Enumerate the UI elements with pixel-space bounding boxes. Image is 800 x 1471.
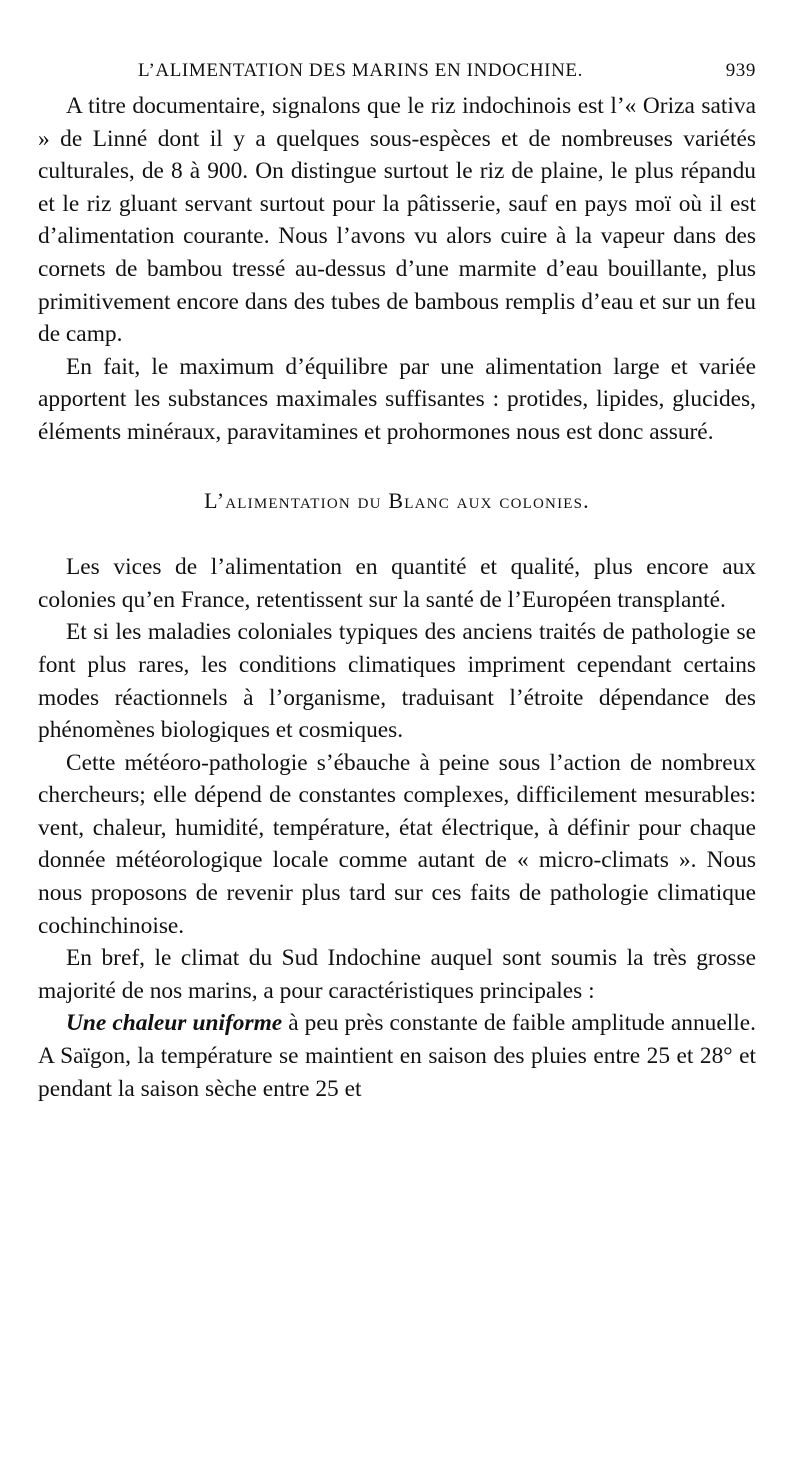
body-text	[38, 90, 756, 1105]
paragraph: En fait, le maximum d’équilibre par une alimentation large et variée apportent les substances maximales suffisantes : protides, lipides, glucides, éléments minéraux, paravitamines et prohormones nous est donc assuré.	[38, 353, 756, 445]
paragraph: Les vices de l’alimentation en quantité et qualité, plus encore aux colonies qu’en France, retentissent sur la santé de l’Européen transplanté.	[38, 554, 756, 613]
running-header	[138, 60, 756, 90]
paragraph: Et si les maladies coloniales typiques des anciens traités de pathologie se font plus rares, les conditions climatiques impriment cependant certains modes réactionnels à l’organisme, traduisant l’étroite dépendance des phénomènes biologiques et cosmiques.	[38, 619, 756, 744]
paragraph: En bref, le climat du Sud Indochine auquel sont soumis la très grosse majorité de nos marins, a pour caractéristiques principales :	[38, 945, 756, 1004]
paragraph: Cette météoro-pathologie s’ébauche à peine sous l’action de nombreux chercheurs; elle dépend de constantes complexes, difficilement mesurables: vent, chaleur, humidité, température, état électrique, à définir pour chaque donnée météorologique locale comme autant de « micro-climats ». Nous nous proposons de revenir plus tard sur ces faits de pathologie climatique cochinchinoise.	[38, 749, 756, 939]
paragraph-continuation: à peu près constante de faible amplitude annuelle. A Saïgon, la température se maintient en saison des pluies entre 25 et 28° et pendant la saison sèche entre 25 et	[38, 1010, 756, 1102]
section-heading: L’alimentation du Blanc aux colonies.	[204, 487, 590, 513]
page-number: 939	[725, 60, 756, 81]
italic-lead: Une chaleur uniforme	[66, 1010, 283, 1037]
running-title: L’ALIMENTATION DES MARINS EN INDOCHINE.	[138, 60, 583, 81]
paragraph-climate	[38, 1007, 756, 1105]
paragraph: A titre documentaire, signalons que le riz indochinois est l’« Oriza sativa » de Linné dont il y a quelques sous-espèces et de nombreuses variétés culturales, de 8 à 900. On distingue surtout le riz de plaine, le plus répandu et le riz gluant servant surtout pour la pâtisserie, sauf en pays moï où il est d’alimentation courante. Nous l’avons vu alors cuire à la vapeur dans des cornets de bambou tressé au-dessus d’une marmite d’eau bouillante, plus primitivement encore dans des tubes de bambous remplis d’eau et sur un feu de camp.	[38, 93, 756, 348]
document-page	[38, 60, 756, 1105]
